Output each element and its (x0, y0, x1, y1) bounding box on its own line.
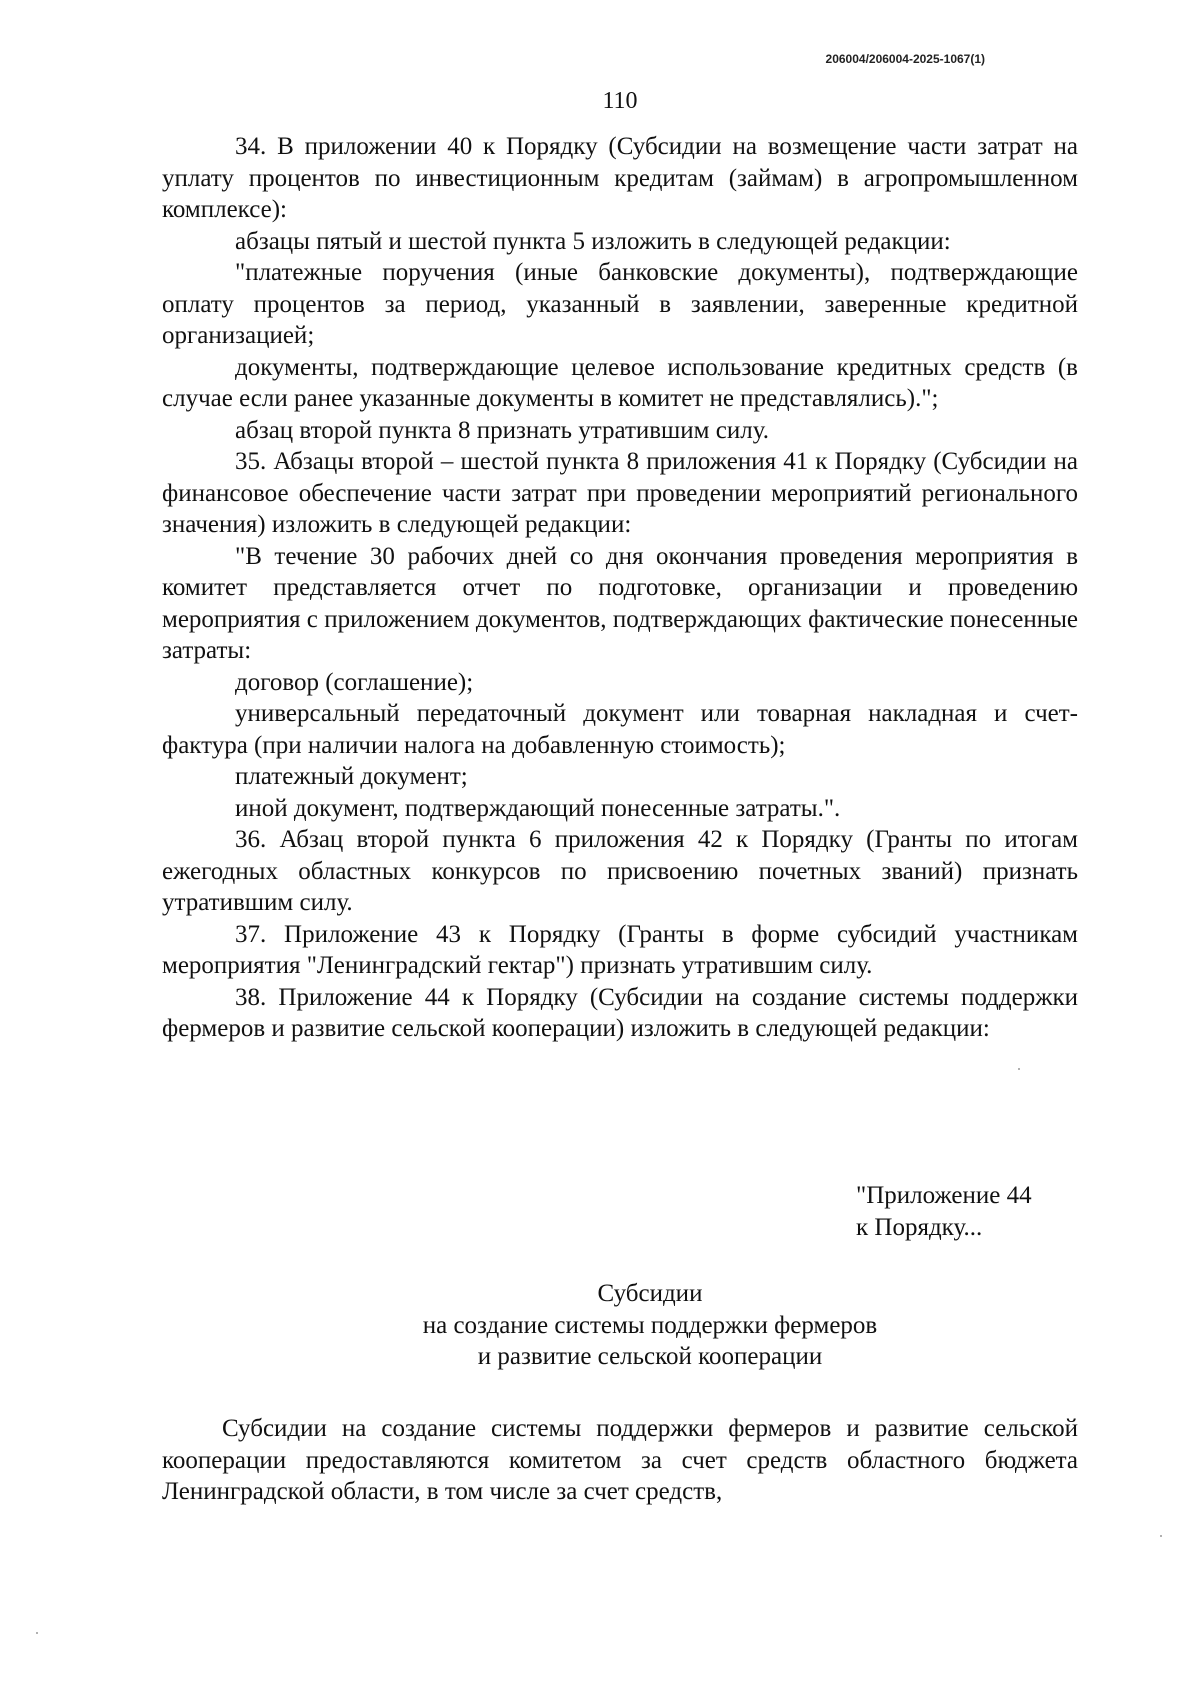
paragraph-37: 37. Приложение 43 к Порядку (Гранты в форме субсидий участникам мероприятия "Ленинградский гектар") признать утратившим силу. (162, 920, 1078, 979)
closing-text (162, 1413, 1078, 1508)
paragraph: абзац второй пункта 8 признать утратившим силу. (235, 416, 769, 444)
section-title-line: Субсидии (597, 1280, 703, 1307)
paragraph: "В течение 30 рабочих дней со дня окончания проведения мероприятия в комитет представляется отчет по подготовке, организации и проведению мероприятия с приложением документов, подтверждающих фактические понесенные затраты: (162, 542, 1078, 664)
list-item: универсальный передаточный документ или товарная накладная и счет-фактура (при наличии налога на добавленную стоимость); (162, 700, 1078, 759)
section-title (0, 1278, 1200, 1373)
list-item: договор (соглашение); (235, 668, 474, 696)
appendix-reference-line: к Порядку... (856, 1213, 983, 1241)
section-title-line: на создание системы поддержки фермеров (422, 1311, 878, 1339)
paragraph-34-intro: 34. В приложении 40 к Порядку (Субсидии на возмещение части затрат на уплату процентов по инвестиционным кредитам (займам) в агропромышленном комплексе): (162, 133, 1078, 223)
document-id: 206004/206004-2025-1067(1) (825, 52, 985, 66)
paragraph-36: 36. Абзац второй пункта 6 приложения 42 к Порядку (Гранты по итогам ежегодных областных конкурсов по присвоению почетных званий) признать утратившим силу. (162, 826, 1078, 916)
paragraph: абзацы пятый и шестой пункта 5 изложить в следующей редакции: (235, 227, 951, 255)
appendix-reference-line: "Приложение 44 (856, 1182, 1032, 1209)
list-item: иной документ, подтверждающий понесенные затраты.". (235, 794, 841, 822)
paragraph-38: 38. Приложение 44 к Порядку (Субсидии на создание системы поддержки фермеров и развитие сельской кооперации) изложить в следующей редакции: (162, 983, 1078, 1042)
paragraph: документы, подтверждающие целевое использование кредитных средств (в случае если ранее указанные документы в комитет не представлялись)."; (162, 353, 1078, 412)
appendix-reference (856, 1180, 1032, 1243)
section-title-line: и развитие сельской кооперации (477, 1343, 823, 1370)
paragraph: Субсидии на создание системы поддержки фермеров и развитие сельской кооперации предоставляются комитетом за счет средств областного бюджета Ленинградской области, в том числе за счет средств, (162, 1415, 1078, 1505)
scan-speck (36, 1632, 38, 1634)
page-number: 110 (602, 88, 638, 114)
document-body (162, 131, 1078, 1045)
list-item: платежный документ; (235, 763, 468, 790)
scan-speck (1018, 1068, 1020, 1070)
scan-speck (1160, 1535, 1162, 1537)
paragraph: "платежные поручения (иные банковские документы), подтверждающие оплату процентов за период, указанный в заявлении, заверенные кредитной организацией; (162, 259, 1078, 349)
paragraph-35-intro: 35. Абзацы второй – шестой пункта 8 приложения 41 к Порядку (Субсидии на финансовое обеспечение части затрат при проведении мероприятий регионального значения) изложить в следующей редакции: (162, 448, 1078, 538)
